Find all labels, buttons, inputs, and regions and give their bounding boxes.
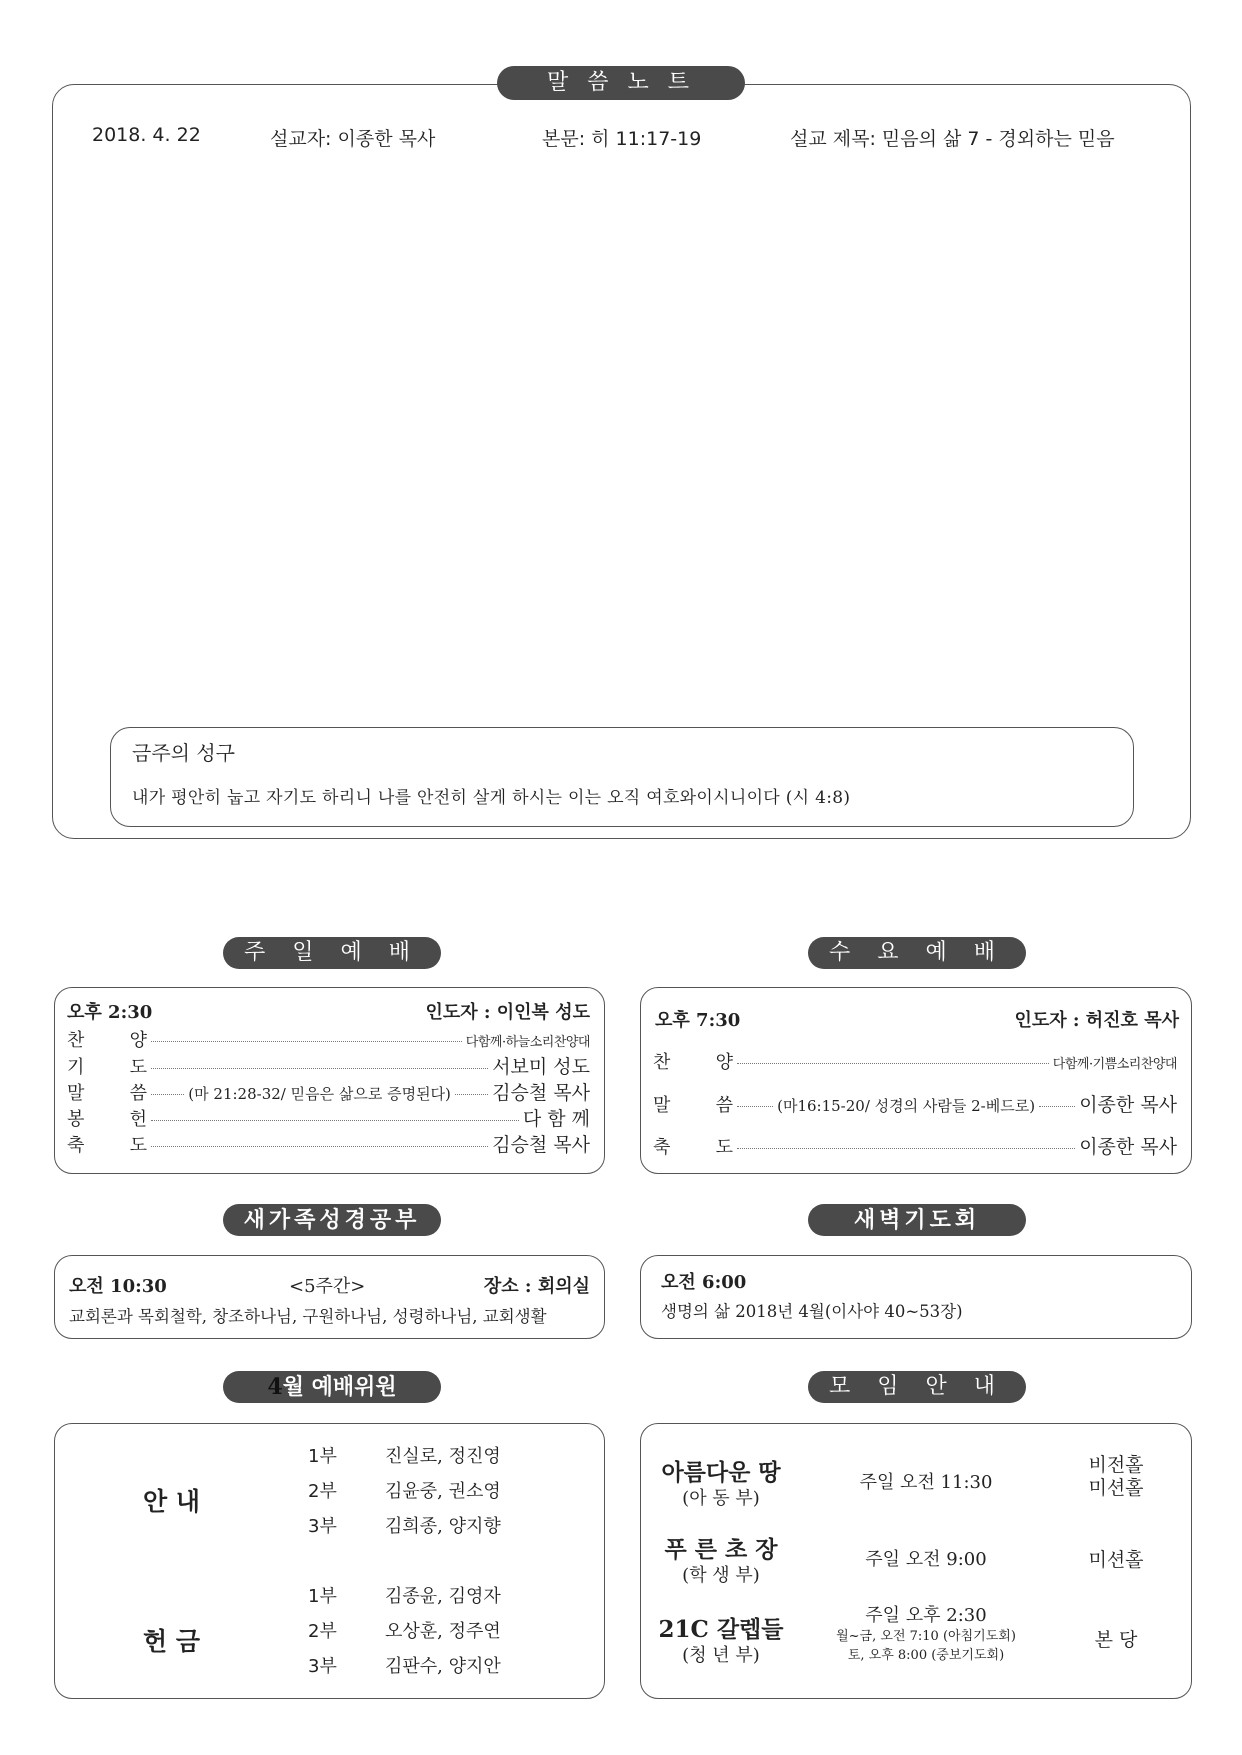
leader-dots — [151, 1041, 462, 1042]
new-family-study-pill: 새가족성경공부 — [223, 1204, 441, 1236]
meeting-time-saturday: 토, 오후 8:00 (중보기도회) — [847, 1648, 1005, 1663]
order-label — [653, 1133, 733, 1159]
dawn-prayer-box — [640, 1255, 1192, 1339]
leader-dots — [151, 1146, 488, 1147]
meeting-place: 비전홀 — [1088, 1454, 1144, 1476]
order-person: 다함께·기쁨소리찬양대 — [1052, 1057, 1177, 1072]
meeting-department: (아 동 부) — [682, 1488, 760, 1509]
sermon-title: 설교 제목: 믿음의 삶 7 - 경외하는 믿음 — [790, 128, 1115, 150]
meeting-name: 21C 갈렙들 — [658, 1616, 784, 1643]
committee-box — [54, 1423, 605, 1699]
committee-names: 김종윤, 김영자 — [385, 1586, 501, 1607]
dawn-prayer-pill: 새벽기도회 — [808, 1204, 1026, 1236]
order-row — [653, 1132, 1177, 1159]
sermon-note-box — [52, 84, 1191, 839]
order-row — [67, 1104, 590, 1131]
wednesday-time: 오후 7:30 — [655, 1010, 741, 1031]
order-label — [67, 1105, 147, 1131]
meeting-time-weekday: 월~금, 오전 7:10 (아침기도회) — [836, 1629, 1016, 1644]
committee-title: 월 예배위원 — [282, 1374, 397, 1400]
new-family-topics: 교회론과 목회철학, 창조하나님, 구원하나님, 성령하나님, 교회생활 — [69, 1307, 547, 1326]
order-person: 이종한 목사 — [1079, 1136, 1177, 1158]
meeting-department: (학 생 부) — [682, 1565, 760, 1586]
committee-part: 3부 — [308, 1656, 337, 1677]
order-row — [67, 1078, 590, 1105]
committee-group-name: 안 내 — [143, 1487, 201, 1516]
new-family-time: 오전 10:30 — [69, 1276, 167, 1297]
order-passage: (마 21:28-32/ 믿음은 삶으로 증명된다) — [188, 1085, 451, 1103]
order-person: 김승철 목사 — [492, 1082, 591, 1104]
committee-group-name: 헌 금 — [143, 1627, 201, 1656]
order-label-first: 말 — [67, 1083, 85, 1104]
order-label — [653, 1048, 733, 1074]
dawn-time: 오전 6:00 — [661, 1272, 747, 1293]
meeting-time: 주일 오후 2:30 — [865, 1605, 987, 1626]
weekly-verse-text: 내가 평안히 눕고 자기도 하리니 나를 안전히 살게 하시는 이는 오직 여호와이시니이다 (시 4:8) — [132, 788, 851, 808]
committee-part: 3부 — [308, 1516, 337, 1537]
meeting-place-second: 미션홀 — [1088, 1477, 1144, 1499]
leader-dots — [151, 1094, 184, 1095]
order-label-second: 씀 — [715, 1095, 733, 1116]
meeting-time: 주일 오전 11:30 — [859, 1472, 993, 1493]
order-passage: (마16:15-20/ 성경의 사람들 2-베드로) — [777, 1097, 1036, 1115]
meetings-pill: 모 임 안 내 — [808, 1371, 1026, 1403]
committee-part: 1부 — [308, 1586, 337, 1607]
weekly-verse-heading: 금주의 성구 — [132, 741, 235, 765]
order-row — [653, 1090, 1177, 1117]
order-label-second: 씀 — [129, 1083, 147, 1104]
committee-pill — [223, 1371, 441, 1403]
committee-part: 2부 — [308, 1621, 337, 1642]
wednesday-service-pill: 수 요 예 배 — [808, 937, 1026, 969]
order-label-first: 말 — [653, 1095, 671, 1116]
order-row — [653, 1048, 1177, 1074]
order-label-first: 기 — [67, 1057, 85, 1078]
order-person: 다 함 께 — [522, 1108, 590, 1130]
leader-dots — [737, 1106, 773, 1107]
committee-names: 오상훈, 정주연 — [385, 1621, 501, 1642]
sermon-text: 본문: 히 11:17-19 — [542, 128, 702, 150]
order-label-first: 찬 — [653, 1052, 671, 1073]
sunday-time: 오후 2:30 — [67, 1002, 153, 1023]
leader-dots — [455, 1094, 488, 1095]
order-label-first: 축 — [653, 1137, 671, 1158]
order-label-second: 도 — [129, 1135, 147, 1156]
order-row — [67, 1052, 590, 1079]
sunday-leader: 인도자 : 이인복 성도 — [425, 1002, 590, 1023]
sermon-date: 2018. 4. 22 — [92, 124, 201, 146]
meeting-time: 주일 오전 9:00 — [865, 1549, 987, 1570]
wednesday-service-box — [640, 987, 1192, 1174]
leader-dots — [151, 1120, 519, 1121]
leader-dots — [1039, 1106, 1075, 1107]
committee-part: 1부 — [308, 1446, 337, 1467]
order-label-second: 도 — [129, 1057, 147, 1078]
order-row — [67, 1130, 590, 1157]
leader-dots — [737, 1063, 1049, 1064]
order-label — [67, 1079, 147, 1105]
leader-dots — [151, 1068, 488, 1069]
order-label — [67, 1026, 147, 1052]
order-label-second: 헌 — [129, 1109, 147, 1130]
meeting-department: (청 년 부) — [682, 1645, 760, 1666]
sermon-note-pill: 말 씀 노 트 — [497, 66, 745, 100]
new-family-place: 장소 : 회의실 — [483, 1276, 590, 1297]
sunday-service-box — [54, 987, 605, 1174]
weekly-verse-box — [110, 727, 1134, 827]
order-label-second: 양 — [129, 1030, 147, 1051]
committee-names: 김판수, 양지안 — [385, 1656, 501, 1677]
new-family-weeks: <5주간> — [289, 1276, 366, 1297]
committee-month: 4 — [267, 1374, 283, 1400]
order-person: 김승철 목사 — [492, 1134, 590, 1156]
meeting-place: 본 당 — [1094, 1629, 1138, 1651]
wednesday-leader: 인도자 : 허진호 목사 — [1014, 1010, 1179, 1031]
sunday-service-pill: 주 일 예 배 — [223, 937, 441, 969]
order-row — [67, 1026, 590, 1052]
order-person: 이종한 목사 — [1079, 1094, 1177, 1116]
meeting-name: 푸 른 초 장 — [664, 1536, 778, 1563]
order-label — [653, 1091, 733, 1117]
order-person: 서보미 성도 — [492, 1056, 590, 1078]
sermon-preacher: 설교자: 이종한 목사 — [270, 128, 436, 150]
committee-names: 진실로, 정진영 — [385, 1446, 501, 1467]
meetings-box — [640, 1423, 1192, 1699]
dawn-text: 생명의 삶 2018년 4월(이사야 40~53장) — [661, 1302, 963, 1321]
new-family-study-box — [54, 1255, 605, 1339]
order-label-second: 도 — [715, 1137, 733, 1158]
meeting-name: 아름다운 땅 — [661, 1459, 781, 1486]
order-label — [67, 1131, 147, 1157]
committee-names: 김희종, 양지향 — [385, 1516, 501, 1537]
order-person: 다함께·하늘소리찬양대 — [465, 1035, 590, 1050]
committee-part: 2부 — [308, 1481, 337, 1502]
order-label-first: 봉 — [67, 1109, 85, 1130]
order-label — [67, 1053, 147, 1079]
order-label-first: 축 — [67, 1135, 85, 1156]
leader-dots — [737, 1148, 1075, 1149]
committee-names: 김윤중, 권소영 — [385, 1481, 501, 1502]
order-label-second: 양 — [715, 1052, 733, 1073]
meeting-place: 미션홀 — [1088, 1549, 1144, 1571]
order-label-first: 찬 — [67, 1030, 85, 1051]
